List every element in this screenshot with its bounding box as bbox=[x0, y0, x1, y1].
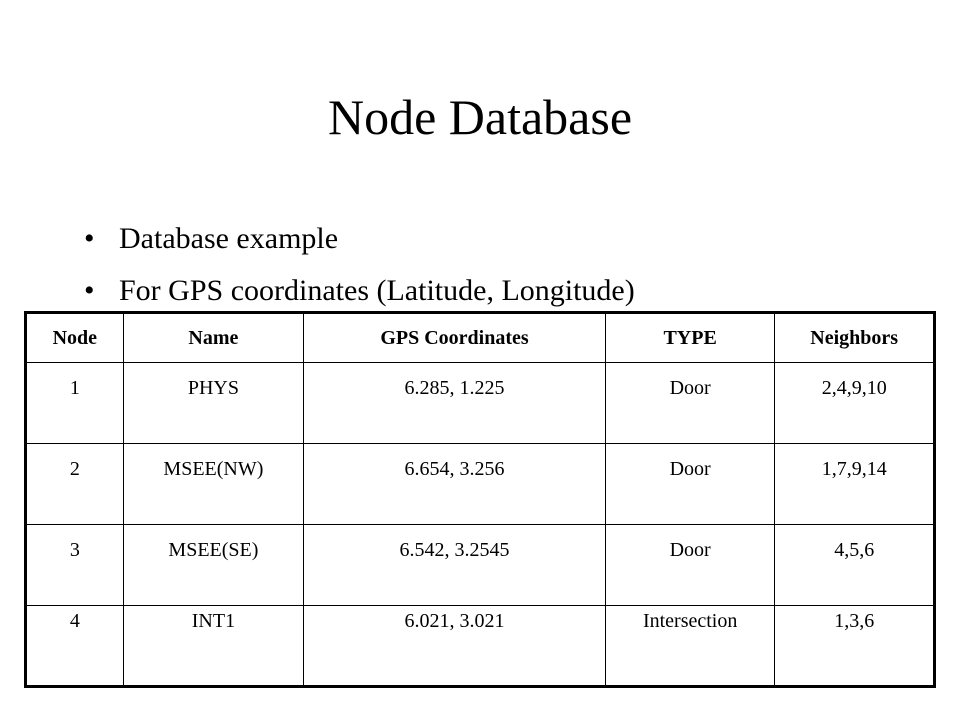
table-row bbox=[26, 363, 935, 444]
bullet-dot-icon: • bbox=[84, 274, 95, 307]
cell-gps: 6.285, 1.225 bbox=[304, 363, 606, 444]
cell-neighbors: 4,5,6 bbox=[775, 525, 935, 606]
slide-title: Node Database bbox=[327, 89, 633, 145]
bullet-text: Database example bbox=[119, 222, 339, 255]
cell-node: 3 bbox=[26, 525, 124, 606]
cell-type: Door bbox=[605, 444, 775, 525]
cell-gps: 6.542, 3.2545 bbox=[304, 525, 606, 606]
table-header-row bbox=[26, 313, 935, 363]
cell-node: 4 bbox=[26, 606, 124, 687]
cell-gps: 6.021, 3.021 bbox=[304, 606, 606, 687]
cell-name: INT1 bbox=[123, 606, 303, 687]
cell-neighbors: 1,7,9,14 bbox=[775, 444, 935, 525]
cell-node: 2 bbox=[26, 444, 124, 525]
header-node: Node bbox=[26, 313, 124, 363]
table-row bbox=[26, 606, 935, 687]
cell-name: MSEE(NW) bbox=[123, 444, 303, 525]
table-row bbox=[26, 444, 935, 525]
cell-gps: 6.654, 3.256 bbox=[304, 444, 606, 525]
cell-type: Door bbox=[605, 525, 775, 606]
cell-neighbors: 2,4,9,10 bbox=[775, 363, 935, 444]
cell-name: MSEE(SE) bbox=[123, 525, 303, 606]
table-row bbox=[26, 525, 935, 606]
node-table bbox=[24, 311, 936, 688]
header-name: Name bbox=[123, 313, 303, 363]
cell-type: Door bbox=[605, 363, 775, 444]
bullet-text: For GPS coordinates (Latitude, Longitude) bbox=[119, 274, 635, 307]
bullet-dot-icon: • bbox=[84, 222, 95, 255]
header-type: TYPE bbox=[605, 313, 775, 363]
cell-name: PHYS bbox=[123, 363, 303, 444]
bullet-item bbox=[84, 220, 635, 272]
cell-type: Intersection bbox=[605, 606, 775, 687]
cell-neighbors: 1,3,6 bbox=[775, 606, 935, 687]
header-gps-coordinates: GPS Coordinates bbox=[304, 313, 606, 363]
bullet-list bbox=[84, 220, 635, 324]
cell-node: 1 bbox=[26, 363, 124, 444]
header-neighbors: Neighbors bbox=[775, 313, 935, 363]
